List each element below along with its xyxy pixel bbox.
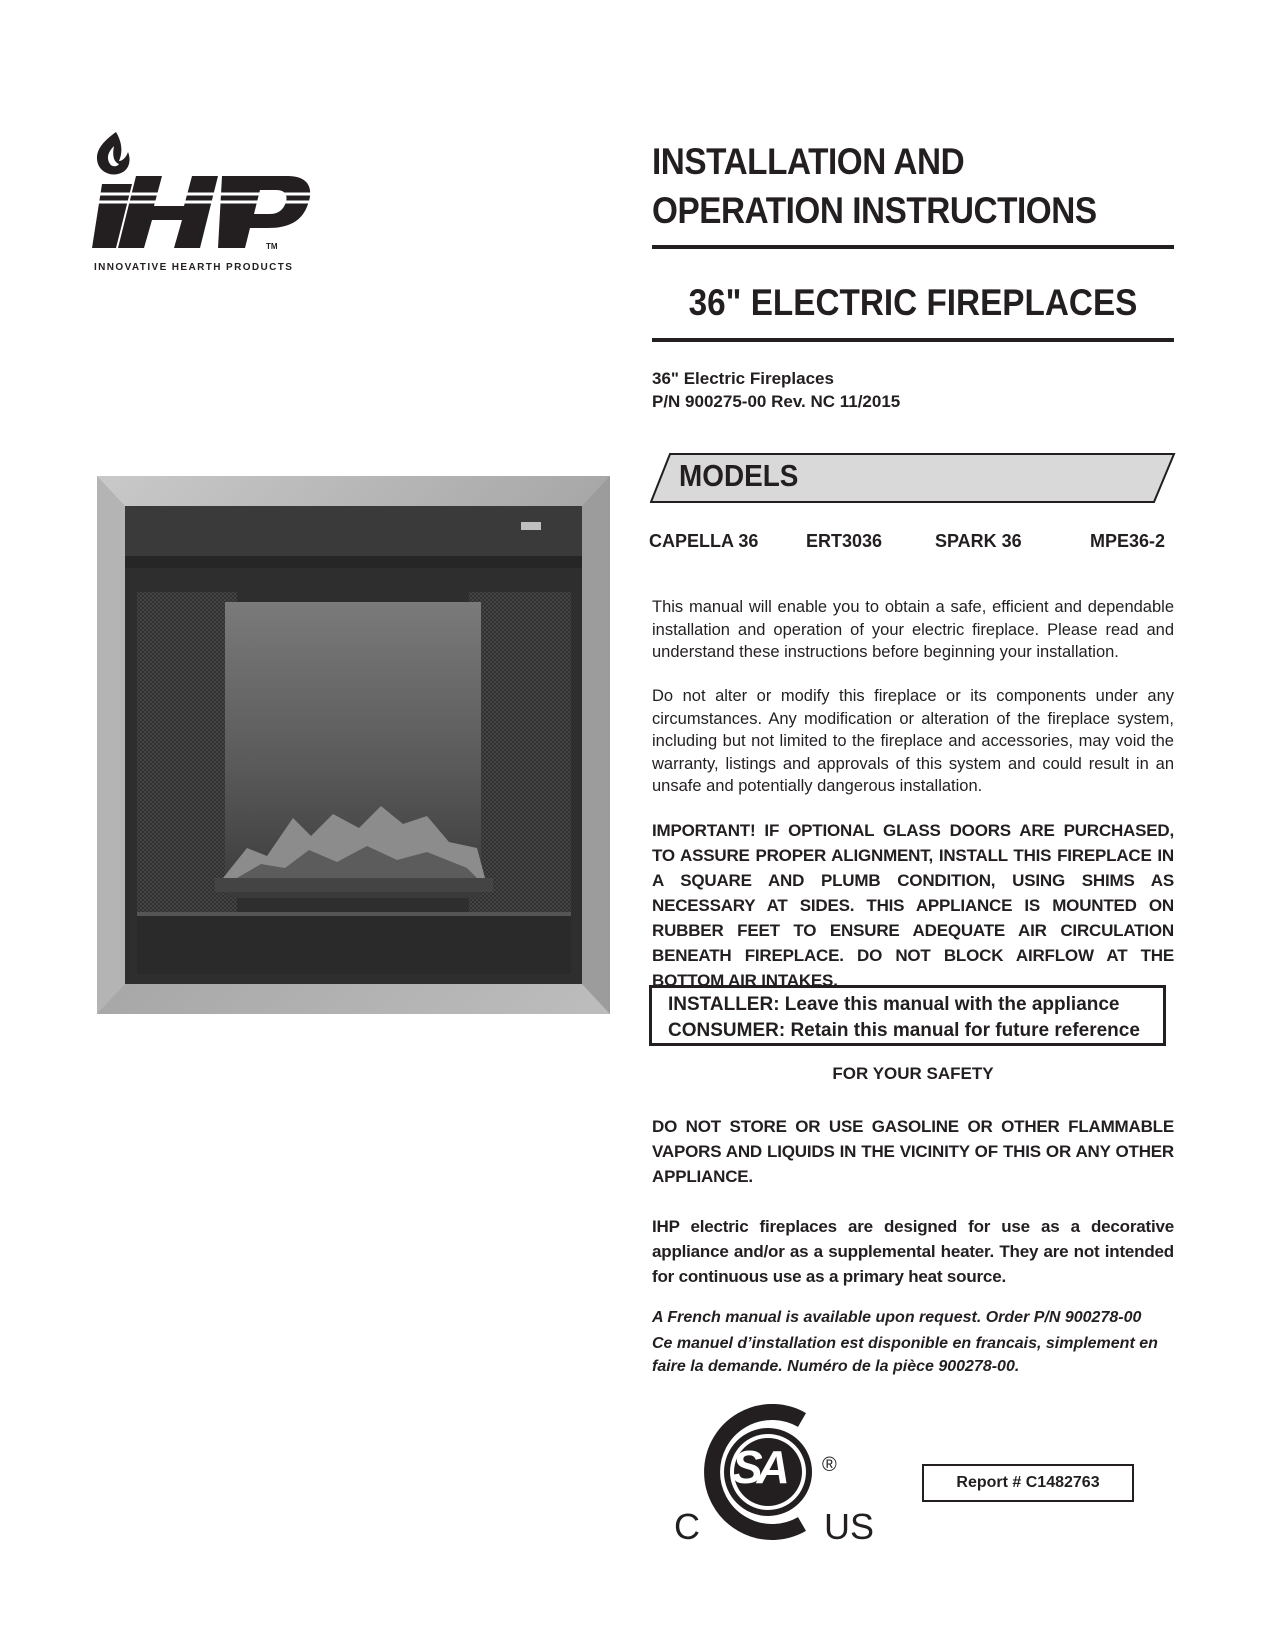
modify-warning-paragraph: Do not alter or modify this fireplace or its components under any circumstances. Any modification or alteration of the fireplace system, including but not limited to the fireplace and accessories, may void the warranty, listings and approvals of this system and could result in an unsafe and potentially dangerous installation.	[652, 687, 1174, 795]
title-rule-top	[652, 245, 1174, 249]
logo-tagline: INNOVATIVE HEARTH PRODUCTS	[94, 262, 294, 273]
letter-h	[118, 176, 218, 248]
csa-letters: SA	[732, 1441, 784, 1493]
csa-certification-mark	[670, 1402, 895, 1552]
model-mpe36-2: MPE36-2	[1090, 531, 1166, 551]
title-line-1: INSTALLATION AND	[652, 141, 965, 182]
control-panel	[125, 506, 582, 564]
gasoline-warning: DO NOT STORE OR USE GASOLINE OR OTHER FLAMMABLE VAPORS AND LIQUIDS IN THE VICINITY OF THIS OR ANY OTHER APPLIANCE.	[652, 1117, 1174, 1186]
report-number-box: Report # C1482763	[922, 1464, 1134, 1502]
power-indicator	[521, 522, 541, 530]
model-ert3036: ERT3036	[806, 531, 883, 551]
installer-consumer-notice	[649, 985, 1166, 1046]
ember-bed	[215, 878, 493, 892]
registered-symbol: ®	[822, 1454, 837, 1476]
model-capella-36: CAPELLA 36	[649, 531, 759, 551]
installer-notice: INSTALLER: Leave this manual with the appliance	[668, 994, 1120, 1015]
csa-us-label: US	[824, 1506, 875, 1547]
document-info	[652, 367, 900, 413]
left-screen-mesh	[137, 592, 237, 912]
intro-paragraph: This manual will enable you to obtain a safe, efficient and dependable installation and operation of your electric fireplace. Please read and understand these instructions before beginning your installation.	[652, 598, 1174, 661]
page-title	[652, 137, 1156, 235]
trademark-symbol: TM	[266, 242, 278, 251]
title-line-2: OPERATION INSTRUCTIONS	[652, 190, 1097, 231]
french-manual-note: Ce manuel d’installation est disponible en francais, simplement en faire la demande. Numéro de la pièce 900278-00.	[652, 1335, 1158, 1375]
usage-note: IHP electric fireplaces are designed for use as a decorative appliance and/or as a supplemental heater. They are not intended for continuous use as a primary heat source.	[652, 1217, 1174, 1286]
flame-icon	[97, 132, 130, 175]
ihp-logo-mark	[92, 128, 314, 260]
safety-heading: FOR YOUR SAFETY	[832, 1064, 994, 1083]
french-availability-note: A French manual is available upon request. Order P/N 900278-00	[652, 1309, 1142, 1326]
csa-canada-label: C	[674, 1506, 700, 1547]
fireplace-photo	[97, 476, 610, 1014]
important-notice: IMPORTANT! IF OPTIONAL GLASS DOORS ARE PURCHASED, TO ASSURE PROPER ALIGNMENT, INSTALL THIS FIREPLACE IN A SQUARE AND PLUMB CONDITION, USING SHIMS AS NECESSARY AT SIDES. THIS APPLIANCE IS MOUNTED ON RUBBER FEET TO ENSURE ADEQUATE AIR CIRCULATION BENEATH FIREPLACE. DO NOT BLOCK AIRFLOW AT THE BOTTOM AIR INTAKES.	[652, 821, 1174, 990]
right-screen-mesh	[469, 592, 571, 912]
model-spark-36: SPARK 36	[935, 531, 1022, 551]
models-heading: MODELS	[679, 458, 799, 493]
product-name: 36" Electric Fireplaces	[652, 369, 834, 388]
letter-p	[218, 176, 310, 248]
part-number: P/N 900275-00 Rev. NC 11/2015	[652, 392, 901, 411]
product-subtitle: 36" ELECTRIC FIREPLACES	[688, 282, 1138, 323]
ihp-logo	[92, 128, 314, 278]
title-rule-bottom	[652, 338, 1174, 342]
consumer-notice: CONSUMER: Retain this manual for future reference	[668, 1020, 1140, 1041]
bottom-trim	[137, 916, 571, 974]
